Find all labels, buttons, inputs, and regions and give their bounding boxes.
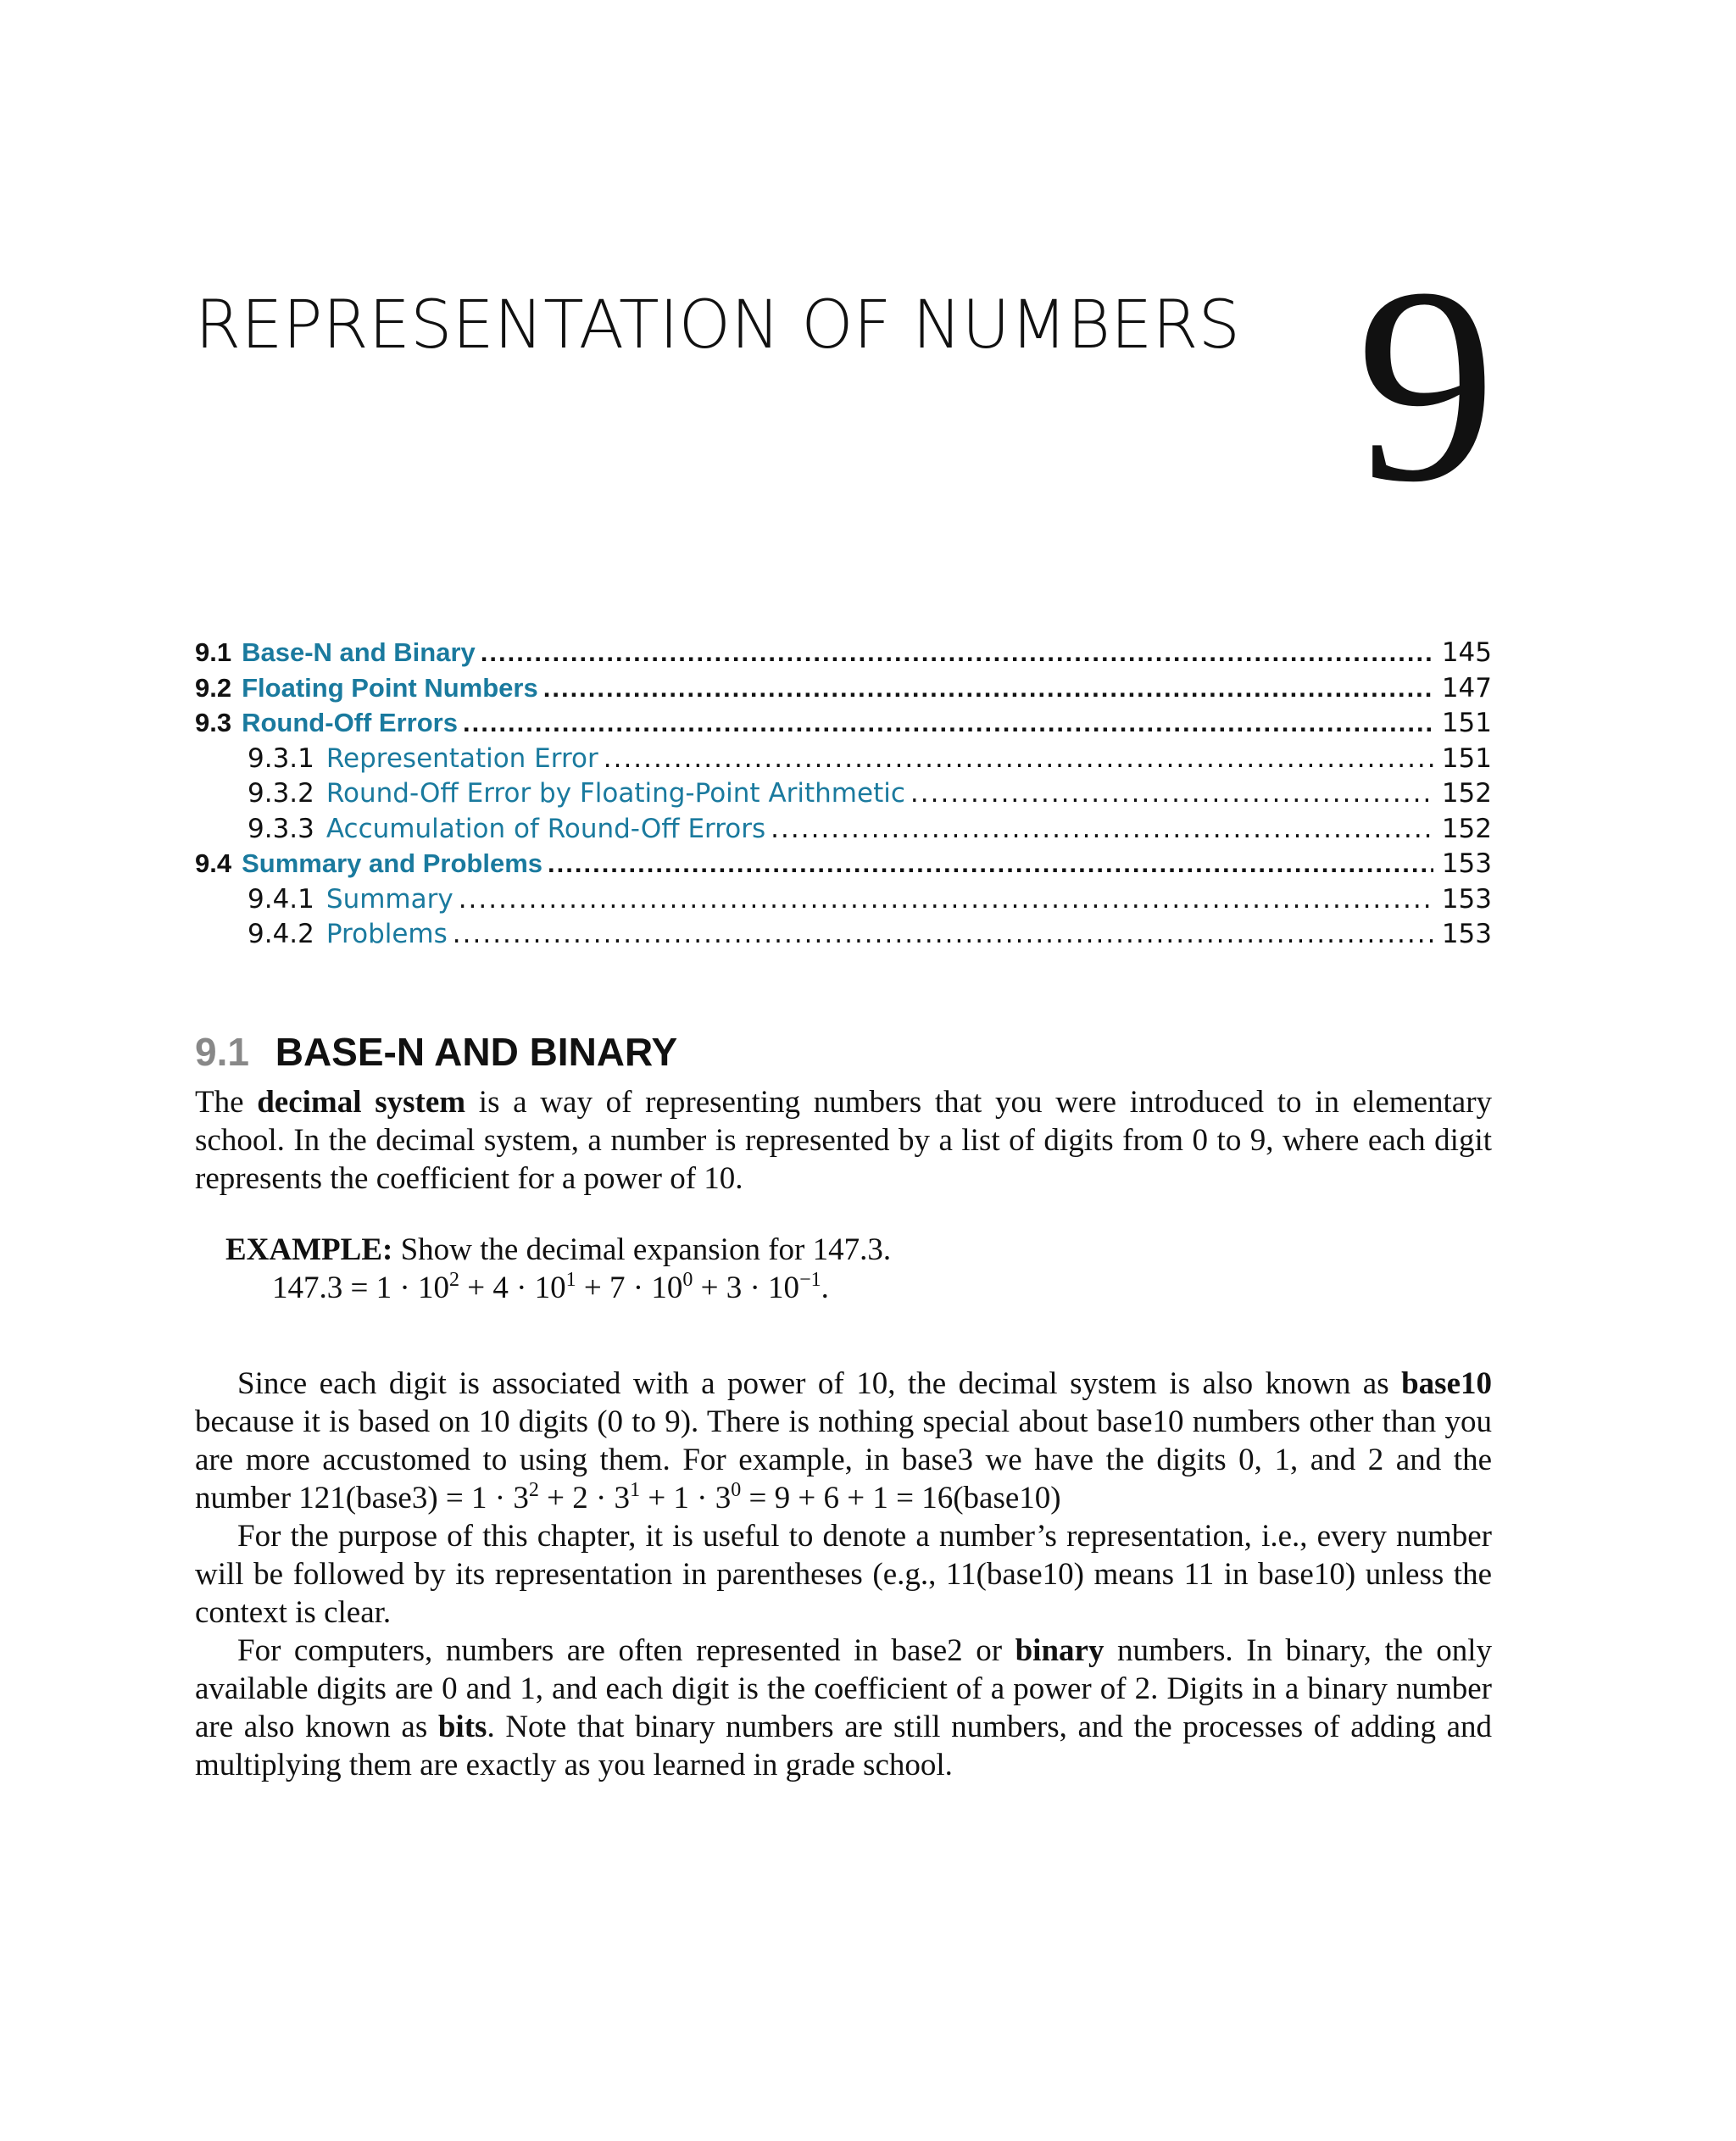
bold-term: base10 <box>1401 1366 1492 1401</box>
bold-term: binary <box>1015 1633 1104 1668</box>
example-equation <box>225 1269 1412 1307</box>
toc-subentry[interactable] <box>195 814 1492 849</box>
eq-part: + 4 · 10 <box>459 1271 566 1305</box>
section-heading <box>195 1030 678 1074</box>
toc-entry-page: 153 <box>1441 848 1492 879</box>
toc-subentry[interactable] <box>195 919 1492 954</box>
toc-leader-dots <box>771 814 1433 844</box>
bold-term: bits <box>437 1710 487 1744</box>
toc-entry[interactable] <box>195 673 1492 709</box>
exponent: 1 <box>565 1269 576 1291</box>
section-number: 9.1 <box>195 1030 249 1074</box>
toc-entry[interactable] <box>195 637 1492 673</box>
eq-part: . <box>821 1271 829 1305</box>
text: For computers, numbers are often represented in base2 or <box>237 1633 1015 1668</box>
toc-entry-number: 9.4 <box>195 848 232 878</box>
text: is a way of representing numbers that you were introduced to in elementary school. In the decimal system, a number is represented by a list of digits from 0 to 9, where each digit represents the coefficient for a power of 10. <box>195 1085 1493 1196</box>
toc-leader-dots <box>548 848 1433 879</box>
toc-entry-number: 9.3 <box>195 708 232 737</box>
toc-entry-link[interactable]: Problems <box>326 919 448 949</box>
text: . Note that binary numbers are still numbers, and the processes of adding and multiplying them are exactly as you learned in grade school. <box>195 1710 1493 1782</box>
toc-subentry[interactable] <box>195 778 1492 814</box>
toc-leader-dots <box>481 637 1433 668</box>
chapter-number: 9 <box>1356 231 1496 540</box>
exponent: 1 <box>630 1479 641 1501</box>
example-text: Show the decimal expansion for 147.3. <box>392 1232 892 1267</box>
toc-entry-link[interactable]: Summary and Problems <box>242 848 543 878</box>
text: + 1 · 3 <box>640 1481 732 1515</box>
table-of-contents <box>195 637 1492 954</box>
toc-entry-number: 9.4.2 <box>248 919 314 949</box>
toc-leader-dots <box>459 884 1433 915</box>
eq-part: 147.3 = 1 · 10 <box>272 1271 449 1305</box>
toc-entry-link[interactable]: Floating Point Numbers <box>242 672 538 703</box>
text: numbers. In binary, the only available digits are 0 and 1, and each digit is the coefficient of a power of 2. Digits in a binary number are also known as <box>195 1633 1492 1744</box>
toc-entry-page: 153 <box>1441 919 1492 949</box>
exponent: 2 <box>528 1479 539 1501</box>
toc-entry-page: 147 <box>1441 672 1492 703</box>
text: because it is based on 10 digits (0 to 9). There is nothing special about base10 numbers other than you are more accustomed to using them. For example, in base3 we have the digits 0, 1, and 2 and the number 121(base3) = 1 · 3 <box>195 1404 1492 1515</box>
eq-part: + 3 · 10 <box>693 1271 800 1305</box>
toc-entry-page: 145 <box>1441 637 1492 668</box>
exponent: −1 <box>799 1269 821 1291</box>
toc-entry-page: 152 <box>1441 813 1492 844</box>
toc-entry-number: 9.1 <box>195 637 232 667</box>
paragraph-binary <box>195 1632 1492 1784</box>
toc-entry[interactable] <box>195 708 1492 743</box>
exponent: 2 <box>448 1269 459 1291</box>
toc-leader-dots <box>604 743 1433 774</box>
toc-entry-link[interactable]: Summary <box>326 883 453 915</box>
chapter-title: REPRESENTATION OF NUMBERS <box>195 287 1241 364</box>
toc-entry-link[interactable]: Round-Off Errors <box>242 708 458 737</box>
toc-entry-page: 151 <box>1441 708 1492 738</box>
toc-entry[interactable] <box>195 848 1492 884</box>
exponent: 0 <box>731 1479 742 1501</box>
toc-entry-page: 151 <box>1441 742 1492 774</box>
paragraph-decimal-system <box>195 1083 1492 1198</box>
text: + 2 · 3 <box>538 1481 631 1515</box>
text: The <box>195 1085 258 1120</box>
toc-entry-page: 153 <box>1441 883 1492 915</box>
toc-entry-link[interactable]: Base-N and Binary <box>242 637 476 667</box>
toc-subentry[interactable] <box>195 884 1492 920</box>
toc-subentry[interactable] <box>195 743 1492 779</box>
text: Since each digit is associated with a power of 10, the decimal system is also known as <box>237 1366 1402 1401</box>
body-paragraphs <box>195 1365 1492 1784</box>
toc-entry-link[interactable]: Round-Off Error by Floating-Point Arithmetic <box>326 778 905 809</box>
toc-entry-number: 9.2 <box>195 672 232 703</box>
toc-entry-number: 9.3.1 <box>248 742 314 774</box>
toc-leader-dots <box>910 778 1433 809</box>
eq-part: + 7 · 10 <box>576 1271 683 1305</box>
paragraph-representation-notation: For the purpose of this chapter, it is useful to denote a number’s representation, i.e., every number will be followed by its representation in parentheses (e.g., 11(base10) means 11 in base10) unless the context is clear. <box>195 1519 1492 1630</box>
example-block <box>225 1231 1412 1307</box>
example-label: EXAMPLE: <box>225 1232 393 1267</box>
toc-entry-number: 9.3.2 <box>248 778 314 809</box>
toc-entry-page: 152 <box>1441 778 1492 809</box>
toc-leader-dots <box>543 673 1433 703</box>
toc-leader-dots <box>453 919 1433 949</box>
paragraph-base10 <box>195 1365 1492 1517</box>
toc-entry-link[interactable]: Accumulation of Round-Off Errors <box>326 813 766 844</box>
toc-leader-dots <box>463 708 1433 738</box>
toc-entry-number: 9.3.3 <box>248 813 314 844</box>
toc-entry-link[interactable]: Representation Error <box>326 742 598 774</box>
section-title: BASE-N AND BINARY <box>275 1030 678 1074</box>
text: = 9 + 6 + 1 = 16(base10) <box>741 1481 1061 1515</box>
example-line <box>225 1231 1412 1269</box>
toc-entry-number: 9.4.1 <box>248 883 314 915</box>
exponent: 0 <box>682 1269 693 1291</box>
bold-term: decimal system <box>257 1085 466 1120</box>
